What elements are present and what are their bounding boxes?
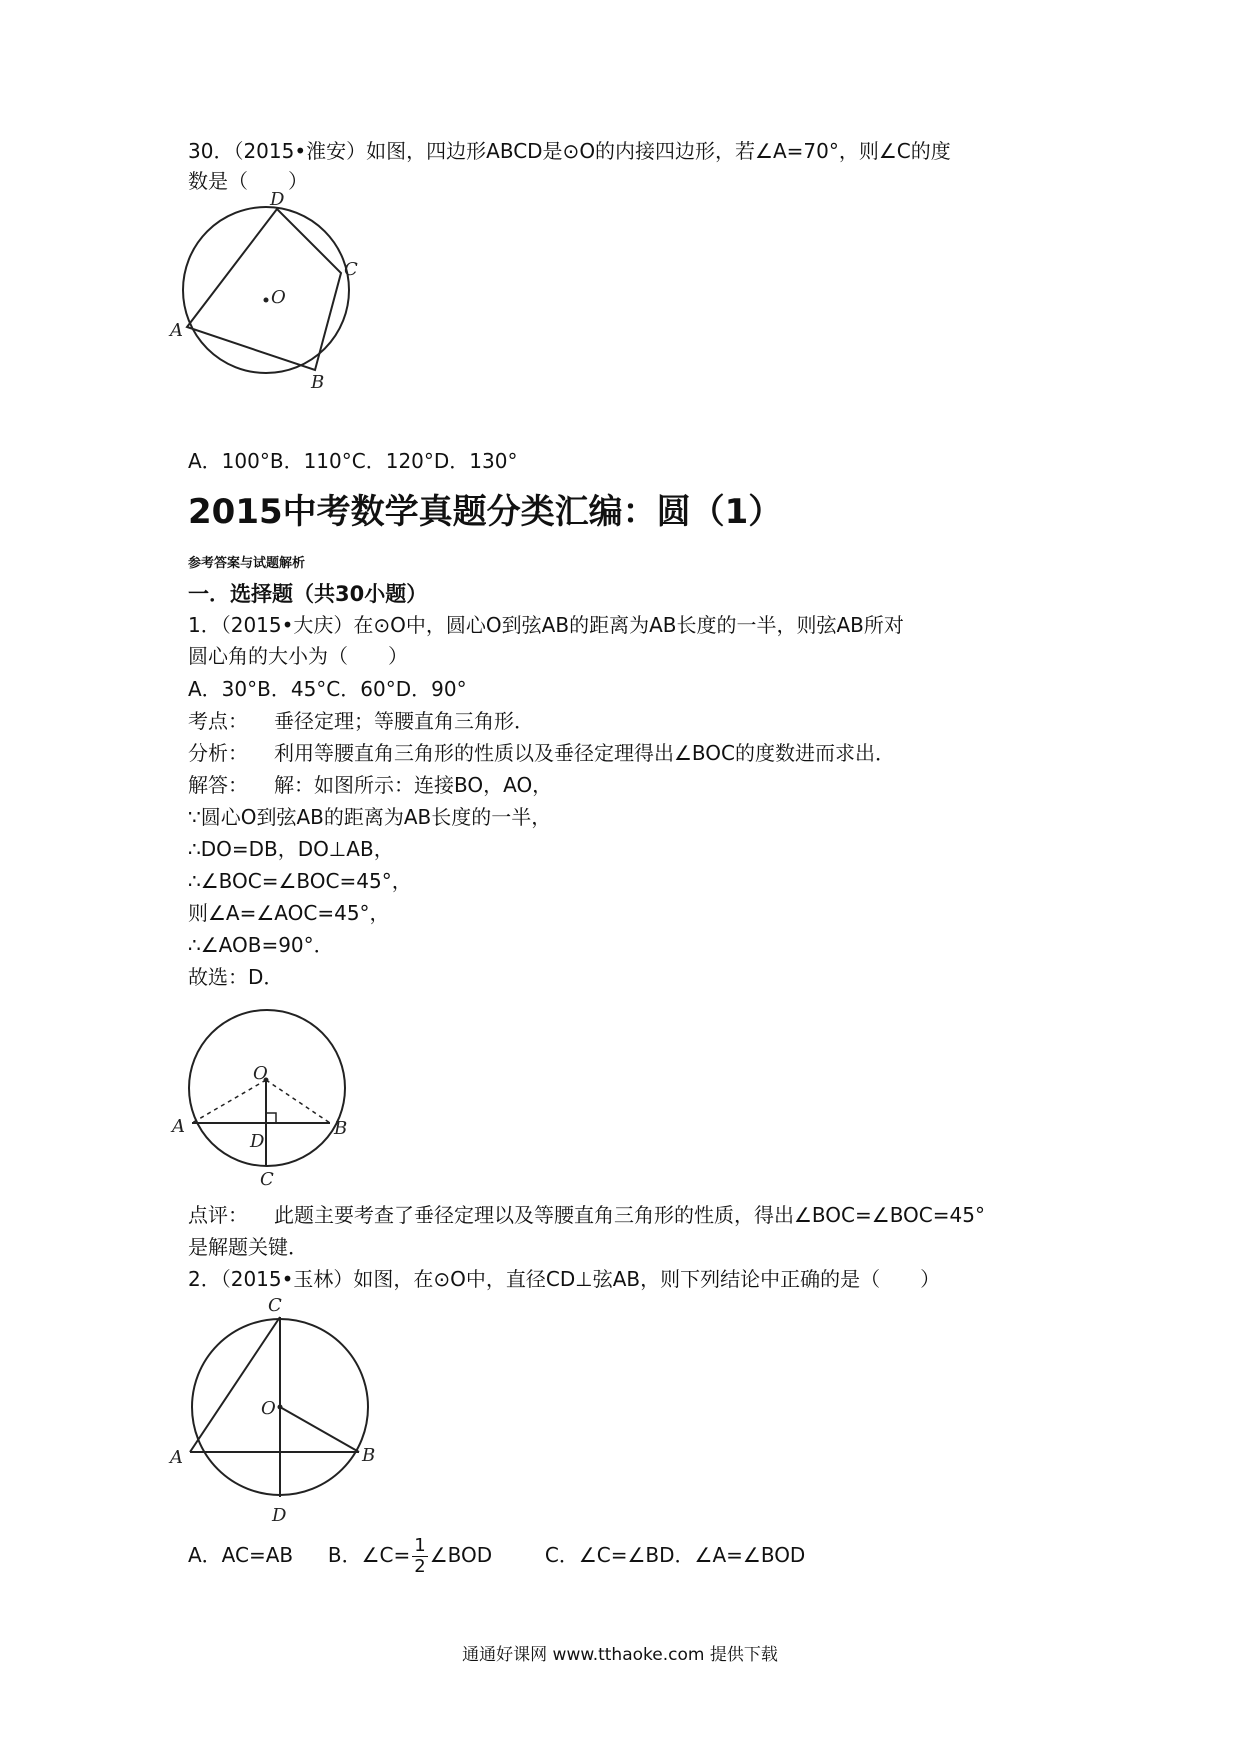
q2-figure — [170, 1295, 390, 1525]
q2-option-a: A．AC=AB — [188, 1543, 294, 1567]
kaodian-text: 垂径定理；等腰直角三角形． — [274, 709, 534, 733]
q1-step-2: ∴DO=DB，DO⊥AB， — [188, 837, 394, 861]
q2-label-c: C — [268, 1295, 282, 1316]
q30-label-a: A — [170, 320, 183, 341]
footer: 通通好课网 www.tthaoke.com 提供下载 — [462, 1645, 778, 1665]
q2-option-b-suffix: ∠BOD — [429, 1543, 493, 1567]
q30-figure — [170, 189, 400, 425]
q1-step-1: ∵圆心O到弦AB的距离为AB长度的一半， — [188, 805, 552, 829]
q1-dianping-line2: 是解题关键． — [188, 1235, 308, 1259]
jieda-label: 解答： — [188, 773, 248, 797]
q2-options — [188, 1536, 805, 1577]
kaodian-label: 考点： — [188, 709, 248, 733]
q2-label-a: A — [170, 1447, 183, 1468]
dianping-label: 点评： — [188, 1203, 248, 1227]
q2-label-o: O — [261, 1398, 276, 1419]
subtitle: 参考答案与试题解析 — [188, 556, 306, 571]
jieda-text: 解：如图所示：连接BO，AO， — [274, 773, 553, 797]
fenxi-text: 利用等腰直角三角形的性质以及垂径定理得出∠BOC的度数进而求出． — [274, 741, 896, 765]
fraction-denominator: 2 — [414, 1556, 426, 1577]
q30-stem-line2: 数是（ ） — [188, 169, 308, 193]
q30-label-b: B — [311, 372, 325, 393]
q1-figure — [170, 1010, 370, 1200]
section-heading: 一．选择题（共30小题） — [188, 582, 428, 606]
q30-stem-line1: 30．（2015•淮安）如图，四边形ABCD是⊙O的内接四边形，若∠A=70°，则∠C的度 — [188, 139, 951, 163]
q1-label-d: D — [250, 1131, 265, 1152]
q1-step-6: 故选：D． — [188, 965, 284, 989]
q1-step-3: ∴∠BOC=∠BOC=45°， — [188, 869, 412, 893]
q30-label-c: C — [344, 259, 358, 280]
q30-options: A．100°B．110°C．120°D．130° — [188, 449, 518, 473]
q1-fenxi — [188, 738, 895, 768]
fenxi-label: 分析： — [188, 741, 248, 765]
q1-label-b: B — [334, 1118, 348, 1139]
q1-options: A．30°B．45°C．60°D．90° — [188, 677, 467, 701]
q1-stem-line1: 1．（2015•大庆）在⊙O中，圆心O到弦AB的距离为AB长度的一半，则弦AB所对 — [188, 613, 904, 637]
q2-label-b: B — [362, 1445, 376, 1466]
q1-kaodian — [188, 706, 534, 736]
q1-step-5: ∴∠AOB=90°． — [188, 933, 334, 957]
q2-option-cd: C．∠C=∠BD．∠A=∠BOD — [544, 1543, 806, 1567]
q1-stem-line2: 圆心角的大小为（ ） — [188, 644, 408, 668]
q1-jieda — [188, 770, 552, 800]
q1-label-o: O — [253, 1063, 268, 1084]
dianping-text: 此题主要考查了垂径定理以及等腰直角三角形的性质，得出∠BOC=∠BOC=45° — [274, 1203, 985, 1227]
q30-label-d: D — [270, 189, 285, 210]
q30-label-o: O — [271, 287, 286, 308]
q2-label-d: D — [272, 1505, 287, 1526]
q1-step-4: 则∠A=∠AOC=45°， — [188, 901, 390, 925]
q1-label-a: A — [172, 1116, 185, 1137]
fraction-numerator: 1 — [414, 1535, 426, 1556]
half-fraction — [412, 1536, 427, 1577]
q1-label-c: C — [260, 1169, 274, 1190]
q1-dianping — [188, 1200, 985, 1230]
page-title: 2015中考数学真题分类汇编：圆（1） — [188, 492, 783, 532]
q2-stem: 2．（2015•玉林）如图，在⊙O中，直径CD⊥弦AB，则下列结论中正确的是（ ） — [188, 1267, 941, 1291]
q2-option-b-prefix: B．∠C= — [327, 1543, 411, 1567]
